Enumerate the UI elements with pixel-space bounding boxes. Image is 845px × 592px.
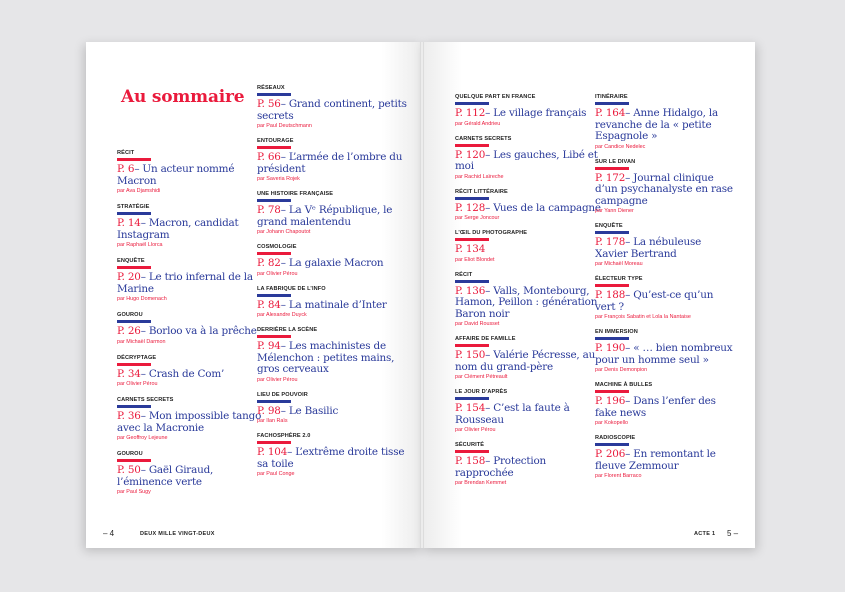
toc-title: – C’est la faute à Rousseau [455, 402, 570, 426]
toc-headline [455, 150, 605, 173]
toc-category: ÉLECTEUR TYPE [595, 276, 643, 282]
toc-page-number: P. 158 [455, 455, 486, 467]
tricolor-divider [455, 197, 489, 200]
toc-page-number: P. 196 [595, 395, 626, 407]
left-running-footer: DEUX MILLE VINGT-DEUX [140, 531, 215, 537]
toc-headline [455, 456, 605, 479]
toc-category: SUR LE DIVAN [595, 158, 636, 165]
toc-page-number: P. 172 [595, 171, 626, 184]
toc-category: LA FABRIQUE DE L’INFO [257, 285, 326, 292]
tricolor-divider [257, 335, 291, 338]
toc-author: par Geoffroy Lejeune [117, 435, 168, 441]
toc-category: ENTOURAGE [257, 138, 294, 144]
toc-page-number: P. 82 [257, 257, 281, 269]
toc-category: CARNETS SECRETS [455, 135, 512, 142]
toc-page-number: P. 154 [455, 402, 486, 414]
toc-title: – Les machinistes de Mélenchon : petites mains, gros cerveaux [257, 340, 395, 375]
toc-entry [117, 150, 267, 195]
toc-entry [257, 392, 407, 426]
toc-headline [117, 218, 267, 241]
tricolor-divider [455, 144, 489, 147]
toc-author: par Serge Joncour [455, 215, 500, 221]
toc-category: LIEU DE POUVOIR [257, 391, 308, 398]
toc-entry [117, 312, 267, 346]
toc-category: RÉCIT [455, 271, 473, 278]
toc-title: – Vues de la campagne [485, 201, 601, 214]
toc-author: par Michaël Darmon [117, 338, 166, 345]
toc-author: par Hugo Domenach [117, 296, 167, 302]
toc-entry [257, 85, 407, 130]
toc-headline [455, 244, 605, 256]
toc-entry [595, 223, 735, 268]
toc-entry [595, 435, 735, 480]
toc-headline [595, 343, 735, 366]
toc-entry [455, 272, 605, 329]
toc-column-3 [455, 94, 605, 495]
tricolor-divider [455, 280, 489, 283]
toc-category: ENQUÊTE [117, 258, 145, 264]
toc-entry [257, 433, 407, 478]
toc-headline [595, 449, 735, 472]
toc-headline [257, 99, 407, 122]
toc-author: par Florent Barraco [595, 473, 642, 479]
tricolor-divider [257, 400, 291, 403]
toc-page-number: P. 50 [117, 464, 141, 476]
toc-page-number: P. 26 [117, 325, 141, 337]
toc-headline [257, 300, 407, 312]
toc-entry [455, 230, 605, 264]
toc-author: par Olivier Pérou [257, 376, 298, 383]
toc-entry [117, 258, 267, 303]
toc-title: – Valls, Montebourg, Hamon, Peillon : génération Baron noir [455, 284, 598, 320]
toc-page-number: P. 20 [117, 271, 141, 283]
toc-entry [595, 94, 735, 151]
toc-entry [455, 442, 605, 487]
toc-author: par Clément Pétreault [455, 374, 508, 380]
toc-title: – L’extrême droite tisse sa toile [257, 446, 405, 470]
toc-author: par Olivier Pérou [455, 427, 496, 433]
toc-author: par Kokopello [595, 420, 628, 426]
toc-page-number: P. 104 [257, 446, 288, 458]
toc-headline [595, 108, 735, 143]
toc-category: RÉSEAUX [257, 85, 285, 91]
tricolor-divider [117, 212, 151, 215]
toc-page-number: P. 120 [455, 148, 486, 161]
left-page-number: – 4 [103, 529, 115, 538]
tricolor-divider [595, 231, 629, 234]
toc-page-number: P. 6 [117, 163, 135, 175]
toc-page-number: P. 84 [257, 298, 281, 311]
toc-page-number: P. 112 [455, 107, 486, 119]
toc-title: – Un acteur nommé Macron [117, 163, 235, 187]
toc-author: par Johann Chapoutot [257, 229, 311, 235]
page-title: Au sommaire [121, 87, 245, 107]
toc-category: MACHINE À BULLES [595, 382, 653, 388]
toc-entry [455, 94, 605, 128]
toc-title: – La galaxie Macron [280, 257, 384, 269]
toc-page-number: P. 36 [117, 410, 141, 422]
toc-category: RADIOSCOPIE [595, 435, 636, 441]
toc-author: par Olivier Pérou [257, 270, 298, 277]
toc-author: par Paul Deutschmann [257, 123, 312, 129]
toc-entry [257, 286, 407, 320]
toc-category: GOUROU [117, 451, 143, 457]
tricolor-divider [455, 450, 489, 453]
toc-title: – La nébuleuse Xavier Bertrand [595, 236, 702, 260]
toc-entry [595, 382, 735, 427]
tricolor-divider [257, 93, 291, 96]
tricolor-divider [455, 344, 489, 347]
toc-title: – Le Basilic [280, 404, 339, 417]
toc-page-number: P. 78 [257, 204, 281, 216]
toc-headline [257, 152, 407, 175]
toc-headline [257, 406, 407, 418]
toc-author: par Olivier Pérou [117, 381, 158, 387]
toc-page-number: P. 206 [595, 448, 626, 460]
toc-author: par Denis Demonpion [595, 367, 648, 373]
toc-title: – Protection rapprochée [455, 455, 547, 479]
toc-page-number: P. 190 [595, 342, 626, 354]
toc-author: par Rachid Laïreche [455, 173, 504, 180]
tricolor-divider [257, 441, 291, 444]
toc-page-number: P. 34 [117, 367, 141, 380]
toc-category: COSMOLOGIE [257, 244, 297, 250]
toc-title: – L’armée de l’ombre du président [257, 151, 403, 175]
toc-headline [455, 286, 605, 321]
toc-entry [455, 389, 605, 434]
tricolor-divider [117, 363, 151, 366]
toc-entry [595, 276, 735, 321]
toc-headline [257, 205, 407, 228]
toc-page-number: P. 134 [455, 243, 486, 255]
toc-author: par Gérald Andrieu [455, 120, 501, 127]
toc-title: – Journal clinique d’un psychanalyste en rase campagne [595, 171, 733, 207]
toc-headline [595, 173, 735, 208]
tricolor-divider [117, 405, 151, 408]
toc-page-number: P. 94 [257, 340, 281, 352]
toc-category: QUELQUE PART EN FRANCE [455, 94, 536, 100]
toc-title: – Le trio infernal de la Marine [117, 271, 253, 295]
toc-entry [257, 244, 407, 278]
toc-category: GOUROU [117, 312, 143, 318]
toc-page-number: P. 150 [455, 349, 486, 361]
toc-author: par Raphaël Llorca [117, 242, 163, 248]
tricolor-divider [595, 102, 629, 105]
toc-headline [117, 465, 267, 488]
toc-category: AFFAIRE DE FAMILLE [455, 336, 516, 342]
toc-category: DERRIÈRE LA SCÈNE [257, 327, 318, 333]
toc-entry [117, 397, 267, 442]
toc-title: – En remontant le fleuve Zemmour [595, 448, 716, 472]
tricolor-divider [117, 459, 151, 462]
toc-category: L’ŒIL DU PHOTOGRAPHE [455, 230, 528, 236]
tricolor-divider [595, 390, 629, 393]
toc-entry [455, 136, 605, 181]
toc-entry [117, 204, 267, 249]
toc-headline [257, 447, 407, 470]
tricolor-divider [455, 102, 489, 105]
toc-headline [117, 326, 267, 338]
toc-headline [117, 164, 267, 187]
toc-author: par David Rousset [455, 321, 500, 327]
toc-category: SÉCURITÉ [455, 442, 485, 448]
toc-title: – Mon impossible tango avec la Macronie [117, 410, 262, 434]
right-running-footer: ACTE 1 [694, 531, 716, 537]
toc-headline [117, 369, 267, 381]
toc-page-number: P. 136 [455, 284, 486, 297]
toc-author: par Eliot Blondet [455, 256, 495, 263]
toc-entry [595, 329, 735, 374]
toc-entry [117, 355, 267, 389]
toc-category: EN IMMERSION [595, 329, 638, 335]
toc-column-2 [257, 85, 407, 486]
toc-category: DÉCRYPTAGE [117, 354, 157, 361]
tricolor-divider [117, 320, 151, 323]
toc-page-number: P. 128 [455, 201, 486, 214]
tricolor-divider [117, 266, 151, 269]
toc-category: ITINÉRAIRE [595, 94, 628, 100]
tricolor-divider [455, 238, 489, 241]
toc-author: par Ava Djamshidi [117, 188, 161, 194]
toc-entry [257, 138, 407, 183]
toc-page-number: P. 66 [257, 151, 281, 163]
tricolor-divider [455, 397, 489, 400]
toc-title: – Grand continent, petits secrets [257, 98, 407, 122]
toc-page-number: P. 164 [595, 107, 626, 119]
toc-entry [595, 159, 735, 216]
tricolor-divider [595, 337, 629, 340]
toc-headline [257, 341, 407, 376]
right-page-number: 5 – [727, 529, 739, 538]
toc-headline [117, 411, 267, 434]
toc-category: STRATÉGIE [117, 204, 150, 210]
tricolor-divider [257, 294, 291, 297]
toc-author: par Michaël Moreau [595, 261, 643, 267]
tricolor-divider [257, 146, 291, 149]
tricolor-divider [257, 199, 291, 202]
toc-headline [455, 350, 605, 373]
toc-headline [455, 108, 605, 120]
toc-category: RÉCIT [117, 150, 135, 156]
toc-title: – « … bien nombreux pour un homme seul » [595, 342, 733, 366]
toc-title: – Dans l’enfer des fake news [595, 395, 716, 419]
toc-author: par Brendan Kemmet [455, 480, 507, 486]
tricolor-divider [595, 167, 629, 170]
toc-headline [595, 290, 735, 313]
toc-headline [455, 403, 605, 426]
toc-author: par Paul Conge [257, 471, 295, 477]
toc-title: – Qu’est-ce qu’un vert ? [595, 289, 714, 313]
toc-author: par Yann Diener [595, 208, 634, 214]
toc-page-number: P. 178 [595, 236, 626, 248]
toc-title: – Les gauches, Libé et moi [455, 148, 598, 172]
toc-author: par Alexandre Duyck [257, 312, 307, 318]
toc-column-4 [595, 94, 735, 488]
toc-headline [455, 203, 605, 215]
toc-page-number: P. 98 [257, 404, 281, 417]
toc-author: par François Sabatin et Lola la Nantaise [595, 314, 691, 320]
toc-author: par Candice Nedelec [595, 143, 646, 150]
toc-entry [455, 189, 605, 223]
toc-title: – Borloo va à la prêche [140, 325, 257, 337]
toc-title: – La matinale d’Inter [280, 298, 387, 311]
toc-headline [257, 258, 407, 270]
toc-title: – Anne Hidalgo, la revanche de la « petite Espagnole » [595, 107, 718, 142]
book-spine [420, 42, 424, 548]
toc-title: – Macron, candidat Instagram [117, 217, 239, 241]
toc-category: UNE HISTOIRE FRANÇAISE [257, 191, 334, 197]
toc-page-number: P. 188 [595, 289, 626, 301]
toc-title: – Crash de Com’ [140, 367, 225, 380]
toc-category: CARNETS SECRETS [117, 397, 174, 403]
tricolor-divider [595, 443, 629, 446]
toc-category: RÉCIT LITTÉRAIRE [455, 188, 508, 195]
toc-title: – Valérie Pécresse, au nom du grand-père [455, 349, 596, 373]
tricolor-divider [257, 252, 291, 255]
toc-title: – Gaël Giraud, l’éminence verte [117, 464, 214, 488]
toc-headline [117, 272, 267, 295]
toc-category: ENQUÊTE [595, 223, 623, 229]
toc-author: par Saveria Rojek [257, 176, 300, 182]
toc-title: – La Vᵉ République, le grand malentendu [257, 204, 393, 228]
toc-column-1 [117, 150, 267, 505]
toc-headline [595, 396, 735, 419]
toc-headline [595, 237, 735, 260]
toc-author: par Paul Sugy [117, 489, 151, 495]
toc-category: FACHOSPHÈRE 2.0 [257, 433, 311, 439]
toc-category: LE JOUR D’APRÈS [455, 389, 508, 395]
toc-page-number: P. 14 [117, 217, 141, 229]
toc-author: par Ilan Raïs [257, 418, 288, 424]
toc-title: – Le village français [485, 107, 587, 119]
tricolor-divider [117, 158, 151, 161]
tricolor-divider [595, 284, 629, 287]
toc-entry [455, 336, 605, 381]
toc-entry [257, 327, 407, 384]
toc-entry [117, 451, 267, 496]
toc-page-number: P. 56 [257, 98, 281, 110]
toc-entry [257, 191, 407, 236]
